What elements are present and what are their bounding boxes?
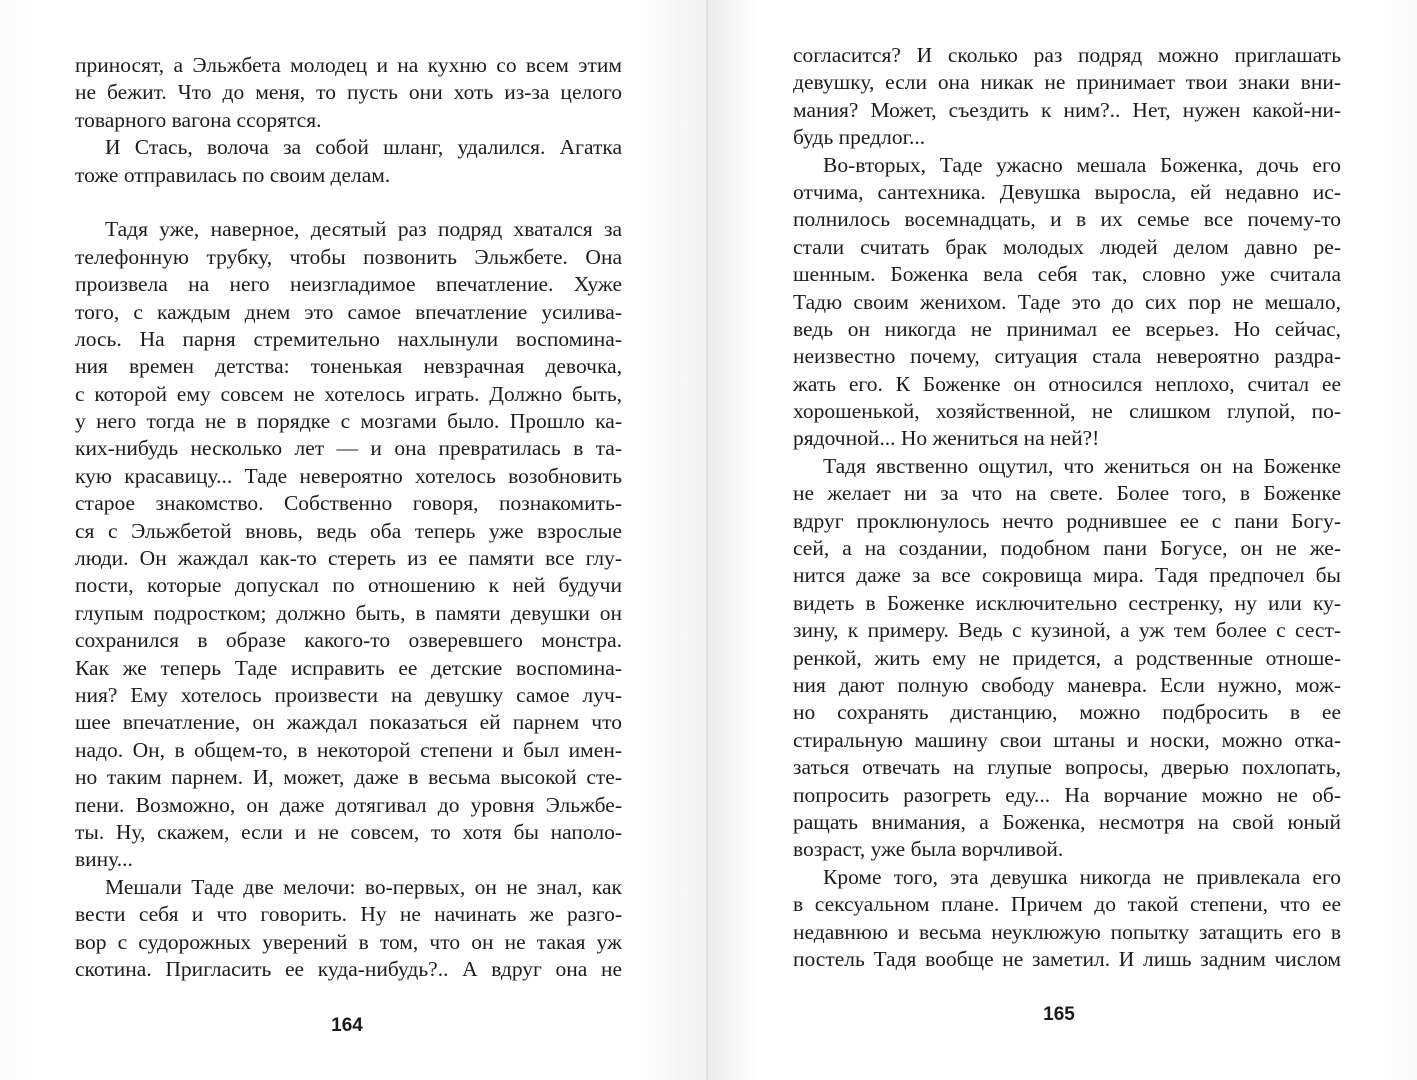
text-line: И Стась, волоча за собой шланг, удалился. Агатка	[105, 135, 622, 160]
text-line: вину...	[75, 847, 133, 872]
text-line: вести себя и что говорить. Ну не начинать же разго-	[75, 902, 622, 927]
left-page	[0, 0, 708, 1080]
text-line: в сексуальном плане. Причем до такой степени, что ее	[793, 892, 1341, 917]
text-line: но таким парнем. И, может, даже в весьма высокой сте-	[75, 765, 622, 790]
text-line: заться отвечать на глупые вопросы, дверью похлопать,	[793, 755, 1341, 780]
text-line: полнилось восемнадцать, и в их семье все почему-то	[793, 207, 1341, 232]
text-line: ния дают полную свободу маневра. Если нужно, мож-	[793, 672, 1341, 697]
right-page	[708, 0, 1417, 1080]
text-line: Тадю своим женихом. Таде это до сих пор не мешало,	[793, 289, 1341, 314]
text-line: попросить разогреть еду... На ворчание можно не об-	[793, 782, 1341, 807]
text-line: пени. Возможно, он даже дотягивал до уровня Эльжбе-	[75, 792, 622, 817]
text-line: шее впечатление, он жаждал показаться ей парнем что	[75, 710, 622, 735]
text-line: постель Тадя вообще не заметил. И лишь задним числом	[793, 946, 1341, 971]
text-line: сохранился в образе какого-то озверевшего монстра.	[75, 628, 622, 653]
page-number: 165	[1043, 1004, 1075, 1025]
text-line: приносят, а Эльжбета молодец и на кухню со всем этим	[75, 53, 622, 77]
text-line: не желает ни за что на свете. Более того, в Боженке	[793, 481, 1341, 506]
text-line: Кроме того, эта девушка никогда не привлекала его	[823, 864, 1341, 889]
text-line: того, с каждым днем это самое впечатление усилива-	[75, 299, 622, 324]
text-line: ренкой, жить ему не придется, а родственные отноше-	[793, 645, 1341, 670]
text-line: хорошенькой, хозяйственной, не слишком глупой, по-	[793, 399, 1341, 424]
text-line: стали считать брак молодых людей делом давно ре-	[793, 234, 1341, 259]
text-line: жать его. К Боженке он относился неплохо, считал ее	[793, 371, 1341, 396]
text-line: шенным. Боженка вела себя так, словно уже считала	[793, 262, 1341, 287]
text-line: ты. Ну, скажем, если и не совсем, то хотя бы наполо-	[75, 819, 622, 844]
section-break	[75, 189, 622, 216]
text-line: пости, которые допускал по отношению к ней будучи	[75, 573, 622, 598]
text-line: не бежит. Что до меня, то пусть они хоть из-за целого	[75, 80, 622, 105]
text-line: надо. Он, в общем-то, в некоторой степени и был имен-	[75, 737, 622, 762]
text-line: Во-вторых, Таде ужасно мешала Боженка, дочь его	[823, 152, 1341, 177]
text-line: видеть в Боженке исключительно сестренку, ну или ку-	[793, 590, 1341, 615]
text-line: Тадя уже, наверное, десятый раз подряд хватался за	[105, 217, 622, 242]
text-line: вор с судорожных уверений в том, что он не такая уж	[75, 929, 622, 954]
text-line: у него тогда не в порядке с мозгами было. Прошло ка-	[75, 409, 622, 434]
text-line: произвела на него неизгладимое впечатление. Хуже	[75, 272, 622, 297]
text-line: зину, к примеру. Ведь с кузиной, а уж тем более с сест-	[793, 618, 1341, 643]
text-line: нится даже за все сокровища мира. Тадя предпочел бы	[793, 563, 1341, 588]
text-line: мания? Может, съездить к ним?.. Нет, нужен какой-ни-	[793, 97, 1341, 122]
text-line: тоже отправилась по своим делам.	[75, 162, 391, 187]
text-line: глупым подростком; должно быть, в памяти девушки он	[75, 600, 622, 625]
text-line: телефонную трубку, чтобы позвонить Эльжбете. Она	[75, 244, 622, 269]
left-page-text	[75, 52, 622, 983]
text-line: ния? Ему хотелось произвести на девушку самое луч-	[75, 682, 622, 707]
text-line: кую красавицу... Таде невероятно хотелось возобновить	[75, 463, 622, 488]
text-line: ся с Эльжбетой вновь, ведь оба теперь уже взрослые	[75, 518, 622, 543]
text-line: ния времен детства: тоненькая невзрачная девочка,	[75, 354, 622, 379]
page-number: 164	[331, 1015, 363, 1036]
text-line: Тадя явственно ощутил, что жениться он на Боженке	[823, 453, 1341, 478]
text-line: Как же теперь Таде исправить ее детские воспомина-	[75, 655, 622, 680]
text-line: скотина. Пригласить ее куда-нибудь?.. А вдруг она не	[75, 956, 622, 981]
text-line: товарного вагона ссорятся.	[75, 107, 322, 132]
text-line: неизвестно почему, ситуация стала невероятно раздра-	[793, 344, 1341, 369]
text-line: стиральную машину свои штаны и носки, можно отка-	[793, 727, 1341, 752]
text-line: согласится? И сколько раз подряд можно приглашать	[793, 43, 1341, 67]
text-line: сей, а на создании, подобном пани Богусе, он не же-	[793, 536, 1341, 561]
text-line: но сохранять дистанцию, можно подбросить в ее	[793, 700, 1341, 725]
text-line: возраст, уже была ворчливой.	[793, 837, 1064, 862]
text-line: ких-нибудь несколько лет — и она превратилась в та-	[75, 436, 622, 461]
text-line: ращать внимания, а Боженка, несмотря на свой юный	[793, 809, 1341, 834]
text-line: рядочной... Но жениться на ней?!	[793, 426, 1100, 451]
right-page-text	[793, 42, 1341, 973]
text-line: люди. Он жаждал как-то стереть из ее памяти все глу-	[75, 546, 622, 571]
text-line: старое знакомство. Собственно говоря, познакомить-	[75, 491, 622, 516]
text-line: лось. На парня стремительно нахлынули воспомина-	[75, 326, 622, 351]
text-line: будь предлог...	[793, 125, 926, 150]
text-line: вдруг проклюнулось нечто роднившее ее с пани Богу-	[793, 508, 1341, 533]
text-line: ведь он никогда не принимал ее всерьез. Но сейчас,	[793, 316, 1341, 341]
text-line: девушку, если она никак не принимает твои знаки вни-	[793, 70, 1341, 95]
text-line: с которой ему совсем не хотелось играть. Должно быть,	[75, 381, 622, 406]
text-line: недавнюю и весьма неуклюжую попытку затащить его в	[793, 919, 1341, 944]
text-line: Мешали Таде две мелочи: во-первых, он не знал, как	[105, 874, 622, 899]
text-line: отчима, сантехника. Девушка выросла, ей недавно ис-	[793, 179, 1341, 204]
